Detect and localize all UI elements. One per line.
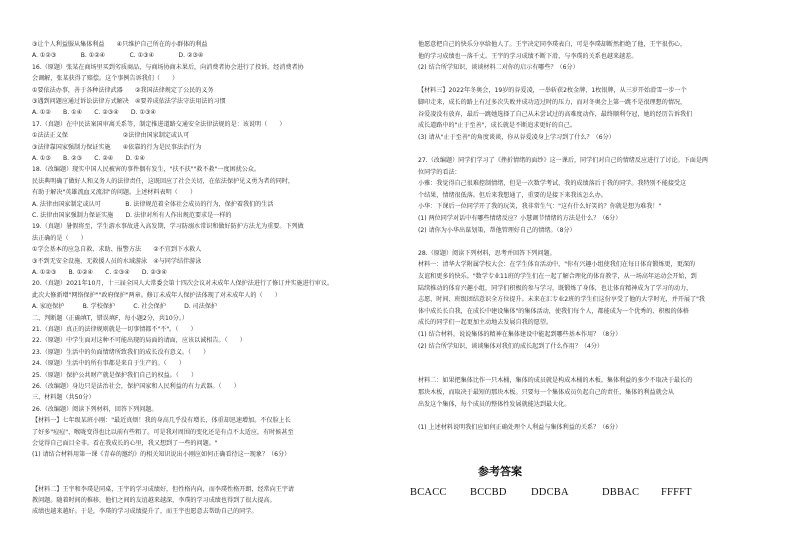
- text-line: 26.（改编题）身边只是法治社会，保护国家和人民利益的有力武器。（ ）: [32, 383, 240, 390]
- text-line: ①要依法办事，善于各种法律武器 ②我国法律规定了公民的义务: [32, 86, 214, 94]
- text-line: (1) 请结合材料用第一课《青春的邀约》的相关知识说出小刚应如何正确看待这一现象？（6分）: [32, 451, 291, 459]
- text-line: 三、材料题（共50分）: [32, 394, 95, 402]
- text-line: ①法法正义保 ②法律由国家制定或认可: [32, 132, 190, 140]
- text-line: 【材料一】七年级某班小刚："最近真烦！我的身高几乎没有增长，体重却迅速增加。不仅脸上长: [32, 417, 291, 425]
- text-line: 22.（原题）中学生面对这种不可能出现的局面的请面，应该以诚相告。（ ）: [32, 337, 246, 345]
- answer-group-5: FFFFT: [661, 487, 692, 498]
- answer-group-3: DDCBA: [531, 487, 569, 498]
- answer-group-2: BCCBD: [470, 487, 507, 498]
- text-line: 他的学习成绩也一落千丈。王宇的学习成绩不断下滑，与李璞的关系也越来越差。: [418, 52, 638, 60]
- text-line: ①学会基本的应急自救、求助、报警方法 ②不宜到下水救人: [32, 246, 202, 254]
- text-line: 脚印走来，成长的路上有过多次失败并成功迈过时的压力，而对冬奥会上第一跳不是很理想的情况，: [418, 99, 687, 106]
- text-line: ③法律靠国家强制力保证实施 ④依靠的行为是民事法治行为: [32, 143, 202, 151]
- text-line: (3) 请从"止于至善"的角度谈谈，你从谷爱凌身上学习到了什么？（6分）: [418, 133, 615, 141]
- text-line: 会觉得自己面目全非。看在我成长的心里，我又想到了一些的问题。": [32, 440, 218, 447]
- text-line: 18.（改编题）现实中国人民被害的事件偶有发生，"扶不扶""救不救"一度困扰公众。: [32, 166, 261, 174]
- text-line: 25.（原题）保护公共财产就是保护我们自己的权益。（ ）: [32, 371, 198, 379]
- text-line: 21.（真题）真正的法律规则就是一切事情都不"不"。（ ）: [32, 326, 197, 333]
- text-line: 他愿意把自己的快乐分享给他人了。王宇决定同李璞表白，可是李璞却断然拒绝了他，王宇很伤心，: [418, 41, 687, 48]
- text-line: 材料一：清华大学附属学校大会：在学生体育活动中，"你有兴趣小组使我们在每日体育锻炼更，更深的: [418, 261, 696, 269]
- text-line: 有助于解决"英雄流血又流泪"的问题。上述材料表明（ ）: [32, 189, 197, 197]
- text-line: 出发这个集体，每个成员的整体性发展就能达到最大化。: [418, 400, 571, 408]
- answer-group-1: BCACC: [410, 487, 447, 498]
- text-line: ③不到无安全设施、无救援人员的水域游泳 ④与同学结伴游泳: [32, 257, 202, 265]
- text-line: A. 法律由国家制定或认可 B. 法律规范着全体社会成员的行为，保护着我们的生活: [32, 200, 274, 208]
- text-line: 民法典明确了做好人和义务人的法律责任，这既回应了社会关切，在依法保护见义勇为者的同时，: [32, 177, 295, 185]
- text-line: 23.（原题）生活中的负面情绪所致我们的成长没有意义。（ ）: [32, 348, 210, 356]
- text-line: 27.（改编题）同学们学习了《挫折情绪的面纱》这一课后，同学们对自己的情绪反应进行了讨论。下面是两: [418, 157, 709, 164]
- answer-key-title: 参考答案: [478, 465, 522, 478]
- text-line: 体中成长长自我，在成长中建设集体"的集体活动，使我们每个人，都能成为一个优秀的、积极的体格: [418, 307, 689, 315]
- text-line: A. ①②③ B. ①②④ C. ①③④ D. ②③④: [32, 52, 204, 60]
- text-line: 法正确的是（ ）: [32, 234, 87, 242]
- text-line: (2) 结合所学知识，谈谈集体对我们的成长起到了什么作用？（4分）: [418, 342, 604, 350]
- text-line: 位同学的看法：: [418, 168, 461, 176]
- text-line: 了好多"痘痘"，喉咙变得也比以前有些粗了。可是我对周围的变化还是有点不太适应，有时候甚至: [32, 428, 294, 436]
- text-line: 26.（改编题）阅读下列材料，回答下列问题。: [32, 405, 158, 413]
- text-line: A. ①③ B. ②③ C. ②④ D. ①④: [32, 155, 145, 162]
- text-line: ③让个人利益服从集体利益 ④只维护自己所在的小群体的利益: [32, 41, 208, 48]
- text-line: 会调解，张某获得了赔偿。这个事例告诉我们（ ）: [32, 75, 179, 83]
- text-line: 那块木板，而取决于最短的那块木板。只要每一个集体成员负起自己的责任，集体的利益就会从: [418, 389, 674, 396]
- text-line: 小华：下课后一位同学开了我的玩笑，我非常生气："这有什么好笑的？你就是想为难我！": [418, 203, 662, 211]
- text-line: A. 家庭保护 B. 学校保护 C. 社会保护 D. 司法保护: [32, 303, 218, 311]
- text-line: (1) 上述材料说明我们应如何正确处理个人利益与集体利益的关系？（6分）: [418, 423, 622, 431]
- text-line: 20.（真题）2021年10月，十三届全国人大常委会第十四次会议对未成年人保护法进行了修订并实施进行审议。: [32, 280, 334, 288]
- text-line: 教问题。随着时间的推移，他们之间的友谊越来越深，李璞的学习成绩也得到了很大提高。: [32, 497, 276, 504]
- text-line: 28.（原题）阅读下列材料，思考并回答下列问题。: [418, 249, 556, 257]
- answer-group-4: DBBAC: [602, 487, 640, 498]
- text-line: 志愿、时间、班级团结意识全方位提升。未来在汇专业2班的学生们这份享受了他的大学时光，并开展了"我: [418, 296, 705, 304]
- text-line: 【材料二】王宇和李璞是同桌，王宇的学习成绩好，但性格内向，而李璞性格开朗，经常向王宇请: [32, 485, 295, 493]
- text-line: 24.（原题）生活中的所有事都是来自于生产的。（ ）: [32, 360, 185, 368]
- text-line: 17.（真题）在中民法案国审离关系等，制定推进道路交通安全法律法规的是：该说明（ ）: [32, 120, 286, 128]
- text-line: 二、判断题（正确填T，错误填F，每小题2分，共10分。）: [32, 314, 188, 322]
- text-line: C. 法律由国家强制力保证实施 D. 法律对所有人作出规范要求是一样的: [32, 212, 232, 219]
- text-line: A. ①②③ B. ①②④ C. ①③④ D. ②③④: [32, 269, 167, 276]
- text-line: 陆续推动的体育兴趣小组，同学们积极的参与学习，既锻炼了身体，也让体育精神成为了学习的动力，: [418, 284, 693, 292]
- text-line: 19.（真题）暑假将至，学生游水事故进入高发期，学习防溺水常识和做好防护方法尤为重要。下列做: [32, 223, 304, 231]
- text-line: (1) 结合材料，说说集体的精神在集体建设中能起到哪些基本作用？（8分）: [418, 331, 622, 338]
- text-line: 【材料三】2022年冬奥会，19岁的谷爱凌，一举斩获2枚金牌，1枚银牌，从三岁开始滑雪一步一个: [418, 87, 687, 95]
- text-line: 16.（原题）张某在商场里买到劣质商品，与商场协商未果后，向消费者协会进行了投诉。经消费者协: [32, 63, 304, 71]
- text-line: 个结果，情绪很低落。但后来我想通了，重要的是接下来我该怎么办。: [418, 191, 607, 199]
- text-line: 成绩也越来越好。于是，李璞的学习成绩提升了，而王宇也愿意去帮助自己的同学。: [32, 508, 258, 516]
- text-line: 此次大修新增"网络保护""政府保护"两章。修订未成年人保护法体现了对未成年人的（ ）: [32, 291, 281, 299]
- text-line: 友谊和更多的快乐。"数学专业11班的学生们在一起了解合理化的体育教学，从一场高年运动会开始，到: [418, 273, 697, 280]
- text-line: 谷爱凌没有放弃，最后一跳她选择了自己从未尝试过的高难度动作，最终顺利夺冠，她的经历告诉我们: [418, 110, 693, 118]
- text-line: 材料二：如果把集体比作一只木桶，集体的成员就是构成木桶的木板。集体利益的多少不取决于最长的: [418, 377, 693, 385]
- text-line: A. ①② B. ①④ C. ②③④ D. ①③④: [32, 109, 156, 117]
- text-line: 小雅：我觉得自己很难控制情绪，但是一次数学考试，我的成绩落后于我的同学。我特别不能接受这: [418, 180, 687, 188]
- text-line: (2) 结合所学知识，谈谈材料二对你的启示有哪些？（6分）: [418, 64, 579, 72]
- text-line: 成长的同学们一起更加主动地去发展自我的愿望。: [418, 319, 553, 327]
- text-line: 成长道路中的"止于至善"，成长就是不断追求更好的自己。: [418, 122, 576, 130]
- text-line: (1) 两位同学对话中有哪些情绪反应？小慧调节情绪的方法是什么？（6分）: [418, 215, 622, 222]
- text-line: (2) 请你为小华出谋划策，帮他管理好自己的情绪。（8分）: [418, 226, 576, 234]
- text-line: ③遇到问题应通过诉讼法律方式解决 ④要养成依法学法守法用法的习惯: [32, 98, 226, 105]
